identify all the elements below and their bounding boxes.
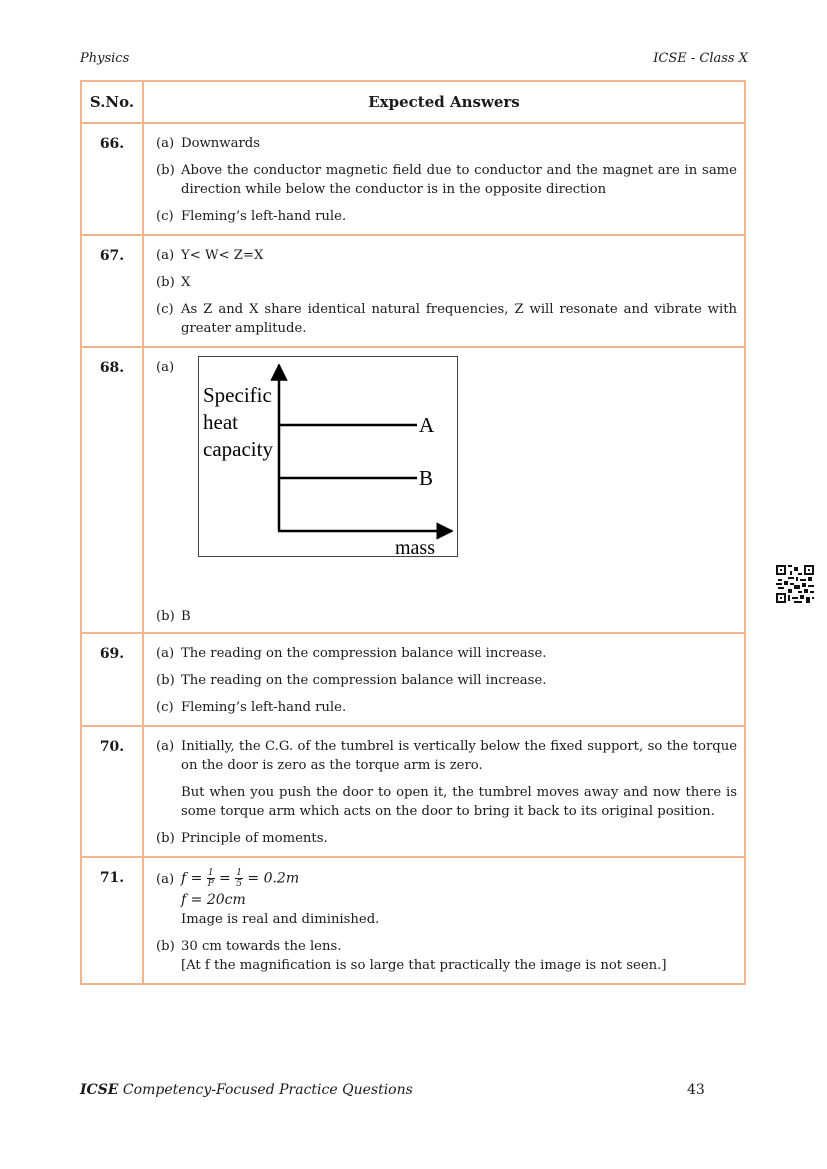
y-label-line1: Specific (203, 383, 272, 407)
fraction-denominator: 5 (236, 879, 242, 889)
answer-cell (143, 347, 745, 633)
specific-heat-graph (198, 356, 458, 557)
item-label: (b) (156, 609, 175, 624)
answer-cell (143, 235, 745, 347)
answer-item (156, 937, 737, 975)
fraction (235, 868, 243, 889)
answer-item (156, 607, 191, 626)
graph-svg (199, 357, 457, 556)
answer-item (156, 134, 737, 153)
item-label: (a) (156, 872, 175, 887)
y-label-line3: capacity (203, 437, 273, 461)
item-text-line: 30 cm towards the lens. (181, 939, 342, 954)
item-text: Principle of moments. (181, 831, 328, 846)
item-label: (b) (156, 831, 175, 846)
row-number: 70. (81, 726, 143, 857)
fraction-numerator: 1 (236, 868, 242, 878)
answer-item (156, 246, 737, 265)
table-row (81, 726, 745, 857)
answer-item (156, 829, 737, 848)
y-label-line2: heat (203, 410, 238, 434)
item-text: Fleming’s left-hand rule. (181, 209, 347, 224)
item-text: X (181, 275, 191, 290)
answer-item (156, 868, 737, 929)
item-text: B (181, 609, 191, 624)
item-text: The reading on the compression balance will increase. (181, 646, 547, 661)
footer-title-rest: Competency-Focused Practice Questions (118, 1082, 413, 1098)
fraction-numerator: 1 (207, 868, 214, 878)
eq-result: = 0.2m (247, 870, 300, 887)
x-label: mass (395, 537, 435, 556)
footer-title (80, 1082, 413, 1098)
paragraph: Initially, the C.G. of the tumbrel is vertically below the fixed support, so the torque on the door is zero as the torque arm is zero. (181, 739, 737, 773)
item-label: (c) (156, 209, 174, 224)
answer-item (156, 698, 737, 717)
table-row (81, 123, 745, 235)
answer-item (156, 161, 737, 199)
answer-item (156, 644, 737, 663)
item-label: (a) (156, 360, 175, 375)
table-header-row (81, 81, 745, 123)
item-text (181, 937, 737, 975)
row-number: 71. (81, 857, 143, 984)
item-label: (b) (156, 275, 175, 290)
item-text (181, 868, 737, 929)
table-row (81, 633, 745, 726)
table-row (81, 235, 745, 347)
row-number: 66. (81, 123, 143, 235)
qr-code-icon (776, 565, 814, 603)
item-label: (c) (156, 700, 174, 715)
header-expected-answers: Expected Answers (143, 81, 745, 123)
answer-cell (143, 633, 745, 726)
item-text: As Z and X share identical natural frequencies, Z will resonate and vibrate with greater amplitude. (181, 302, 737, 336)
line-b-label: B (419, 466, 434, 490)
running-header-class: ICSE - Class X (653, 51, 748, 66)
item-label: (c) (156, 302, 174, 317)
answer-item (156, 358, 737, 557)
item-text (181, 737, 737, 821)
row-number: 67. (81, 235, 143, 347)
answer-item (156, 671, 737, 690)
answer-item (156, 300, 737, 338)
item-label: (b) (156, 673, 175, 688)
line-a-label: A (419, 413, 435, 437)
item-label: (a) (156, 739, 175, 754)
answer-cell (143, 726, 745, 857)
item-text-line: Image is real and diminished. (181, 912, 380, 927)
equation-focal-length (181, 868, 737, 889)
answer-item (156, 207, 737, 226)
item-graph-wrap (181, 358, 737, 557)
eq-symbol: f (181, 870, 187, 887)
fraction-denominator: P (207, 879, 214, 889)
page-number: 43 (687, 1082, 705, 1098)
item-text: Above the conductor magnetic field due to conductor and the magnet are in same direction while below the conductor is in the opposite direction (181, 163, 737, 197)
table-row (81, 347, 745, 633)
item-label: (a) (156, 136, 175, 151)
row-number: 68. (81, 347, 143, 633)
item-label: (b) (156, 939, 175, 954)
item-text-line: [At f the magnification is so large that practically the image is not seen.] (181, 958, 667, 973)
item-label: (b) (156, 163, 175, 178)
running-header-subject: Physics (80, 51, 130, 66)
item-text: Y< W< Z=X (181, 248, 264, 263)
item-label: (a) (156, 646, 175, 661)
header-sno: S.No. (81, 81, 143, 123)
item-label: (a) (156, 248, 175, 263)
equation-f-cm: f = 20cm (181, 892, 246, 908)
item-text: The reading on the compression balance will increase. (181, 673, 547, 688)
eq-sign: = (219, 870, 231, 887)
item-text: Downwards (181, 136, 260, 151)
footer-title-bold: ICSE (80, 1082, 119, 1098)
item-text: Fleming’s left-hand rule. (181, 700, 347, 715)
answers-table (80, 80, 746, 985)
table-row (81, 857, 745, 984)
fraction (207, 868, 215, 889)
answer-item (156, 737, 737, 821)
row-number: 69. (81, 633, 143, 726)
answer-cell (143, 857, 745, 984)
eq-sign: = (190, 870, 203, 887)
paragraph: But when you push the door to open it, the tumbrel moves away and now there is some torque arm which acts on the door to bring it back to its original position. (181, 785, 737, 819)
answer-item (156, 273, 737, 292)
answer-cell (143, 123, 745, 235)
